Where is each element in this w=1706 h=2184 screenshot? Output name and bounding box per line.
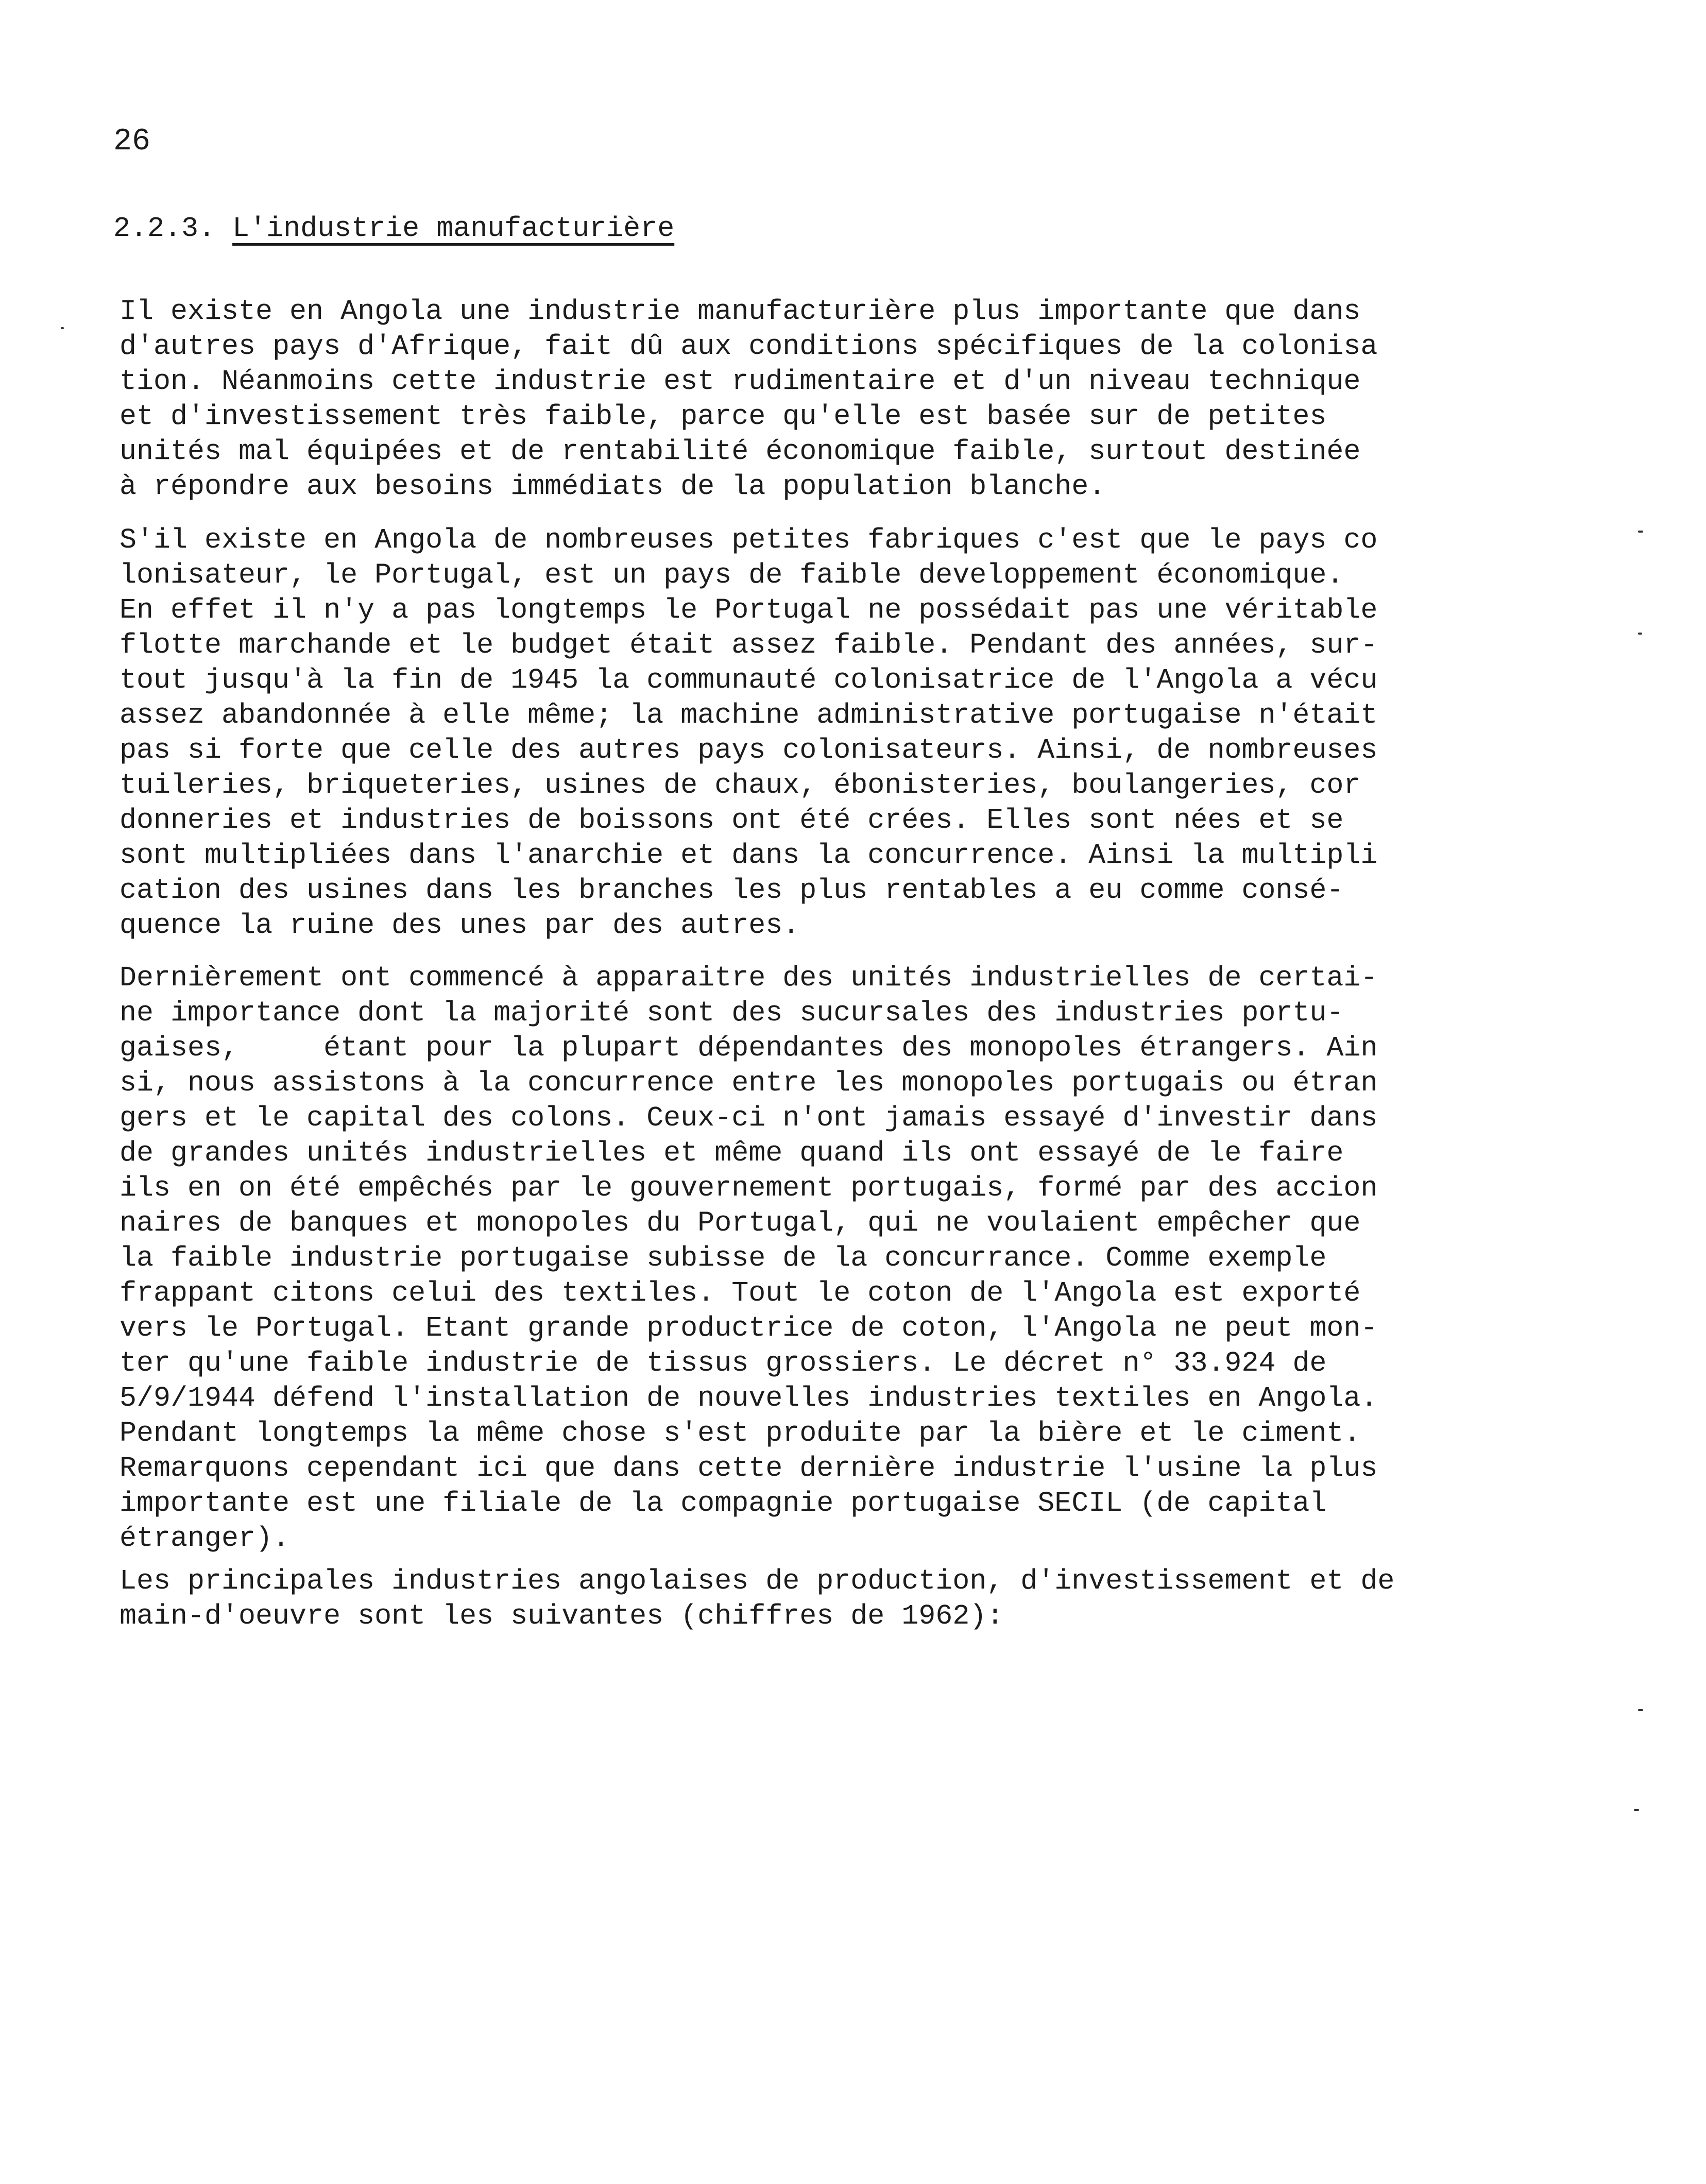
text-line: naires de banques et monopoles du Portugal, qui ne voulaient empêcher que (120, 1207, 1361, 1239)
text-line: tuileries, briqueteries, usines de chaux, ébonisteries, boulangeries, cor (120, 769, 1361, 801)
text-line: la faible industrie portugaise subisse de la concurrance. Comme exemple (120, 1242, 1327, 1274)
text-line: assez abandonnée à elle même; la machine administrative portugaise n'était (120, 699, 1378, 731)
text-line: vers le Portugal. Etant grande productrice de coton, l'Angola ne peut mon- (120, 1312, 1378, 1344)
scan-speck (1634, 1809, 1639, 1811)
text-line: de grandes unités industrielles et même quand ils ont essayé de le faire (120, 1137, 1344, 1169)
text-line: gaises, étant pour la plupart dépendantes des monopoles étrangers. Ain (120, 1032, 1378, 1064)
text-line: main-d'oeuvre sont les suivantes (chiffres de 1962): (120, 1600, 1004, 1632)
text-line: quence la ruine des unes par des autres. (120, 909, 800, 942)
scan-speck (61, 327, 64, 329)
text-line: Dernièrement ont commencé à apparaitre des unités industrielles de certai- (120, 962, 1378, 994)
text-line: ils en on été empêchés par le gouvernement portugais, formé par des accion (120, 1172, 1378, 1204)
text-line: S'il existe en Angola de nombreuses petites fabriques c'est que le pays co (120, 524, 1378, 556)
text-line: étranger). (120, 1522, 290, 1555)
scan-speck (1638, 633, 1642, 635)
text-line: 5/9/1944 défend l'installation de nouvelles industries textiles en Angola. (120, 1382, 1378, 1414)
scan-speck (1638, 1709, 1643, 1711)
text-line: Il existe en Angola une industrie manufacturière plus importante que dans (120, 295, 1361, 328)
paragraph-1 (120, 294, 1377, 504)
text-line: d'autres pays d'Afrique, fait dû aux conditions spécifiques de la colonisa (120, 330, 1378, 363)
text-line: ne importance dont la majorité sont des sucursales des industries portu- (120, 997, 1344, 1029)
text-line: unités mal équipées et de rentabilité économique faible, surtout destinée (120, 435, 1361, 468)
text-line: sont multipliées dans l'anarchie et dans la concurrence. Ainsi la multipli (120, 839, 1378, 872)
text-line: importante est une filiale de la compagnie portugaise SECIL (de capital (120, 1487, 1327, 1520)
text-line: Remarquons cependant ici que dans cette dernière industrie l'usine la plus (120, 1452, 1378, 1485)
text-line: donneries et industries de boissons ont été crées. Elles sont nées et se (120, 804, 1344, 837)
text-line: cation des usines dans les branches les plus rentables a eu comme consé- (120, 874, 1344, 907)
text-line: si, nous assistons à la concurrence entre les monopoles portugais ou étran (120, 1067, 1378, 1099)
text-line: En effet il n'y a pas longtemps le Portugal ne possédait pas une véritable (120, 594, 1378, 626)
paragraph-4 (120, 1564, 1394, 1634)
text-line: tion. Néanmoins cette industrie est rudimentaire et d'un niveau technique (120, 365, 1361, 398)
page-number: 26 (113, 124, 151, 159)
text-line: flotte marchande et le budget était assez faible. Pendant des années, sur- (120, 629, 1378, 661)
text-line: lonisateur, le Portugal, est un pays de faible developpement économique. (120, 559, 1344, 591)
paragraph-3 (120, 961, 1377, 1556)
text-line: frappant citons celui des textiles. Tout le coton de l'Angola est exporté (120, 1277, 1361, 1309)
section-title: L'industrie manufacturière (232, 212, 675, 245)
text-line: ter qu'une faible industrie de tissus grossiers. Le décret n° 33.924 de (120, 1347, 1327, 1379)
section-number: 2.2.3. (113, 212, 216, 245)
text-line: Les principales industries angolaises de production, d'investissement et de (120, 1565, 1395, 1597)
text-line: et d'investissement très faible, parce qu'elle est basée sur de petites (120, 400, 1327, 433)
text-line: tout jusqu'à la fin de 1945 la communauté colonisatrice de l'Angola a vécu (120, 664, 1378, 696)
text-line: à répondre aux besoins immédiats de la population blanche. (120, 470, 1106, 503)
text-line: pas si forte que celle des autres pays colonisateurs. Ainsi, de nombreuses (120, 734, 1378, 766)
text-line: gers et le capital des colons. Ceux-ci n'ont jamais essayé d'investir dans (120, 1102, 1378, 1134)
text-line: Pendant longtemps la même chose s'est produite par la bière et le ciment. (120, 1417, 1361, 1449)
scan-speck (1638, 531, 1643, 533)
paragraph-2 (120, 523, 1377, 943)
section-heading (113, 209, 674, 249)
